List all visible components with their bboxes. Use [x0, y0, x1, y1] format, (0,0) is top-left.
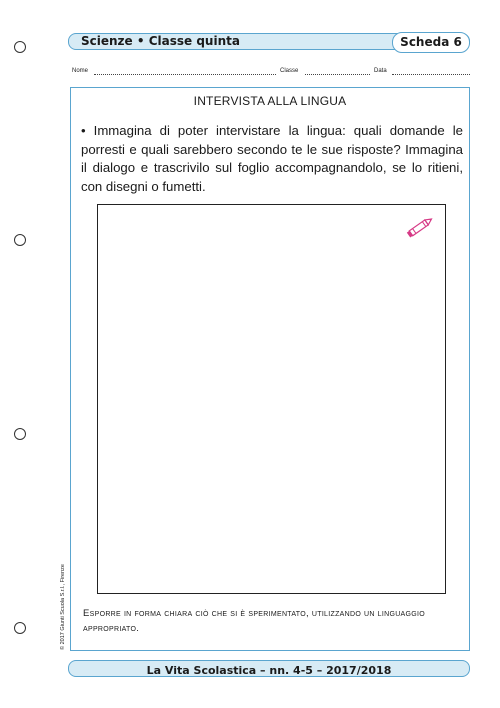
name-label: Nome — [72, 68, 89, 74]
worksheet-number-badge — [392, 32, 470, 53]
binder-hole-2 — [14, 234, 26, 246]
binder-hole-1 — [14, 41, 26, 53]
class-label: Classe — [280, 68, 299, 74]
header-bar — [68, 33, 470, 50]
worksheet-title: INTERVISTA ALLA LINGUA — [193, 94, 347, 108]
class-field-line[interactable] — [305, 74, 370, 75]
date-field-line[interactable] — [392, 74, 470, 75]
student-info-row — [72, 67, 470, 77]
subject-title: Scienze • Classe quinta — [81, 34, 240, 48]
binder-hole-4 — [14, 622, 26, 634]
worksheet-number: Scheda 6 — [400, 35, 462, 49]
worksheet-instructions: • Immagina di poter intervistare la lingua: quali domande le porresti e quali sarebbero secondo te le sue risposte? Immagina il dialogo e trascrivilo sul foglio accompagnandolo, se lo ritieni, con disegni o fumetti. — [81, 123, 463, 194]
worksheet-box — [70, 87, 470, 651]
evaluation-note: Esporre in forma chiara ciò che si è sperimentato, utilizzando un linguaggio appropriato. — [83, 608, 426, 634]
footer-bar — [68, 660, 470, 677]
date-label: Data — [374, 68, 387, 74]
publication-info: La Vita Scolastica – nn. 4-5 – 2017/2018 — [146, 664, 392, 677]
binder-hole-3 — [14, 428, 26, 440]
pencil-icon — [404, 213, 436, 241]
copyright-notice: © 2017 Giunti Scuola S.r.l., Firenze — [60, 564, 66, 650]
name-field-line[interactable] — [94, 74, 276, 75]
drawing-area[interactable] — [97, 204, 446, 594]
